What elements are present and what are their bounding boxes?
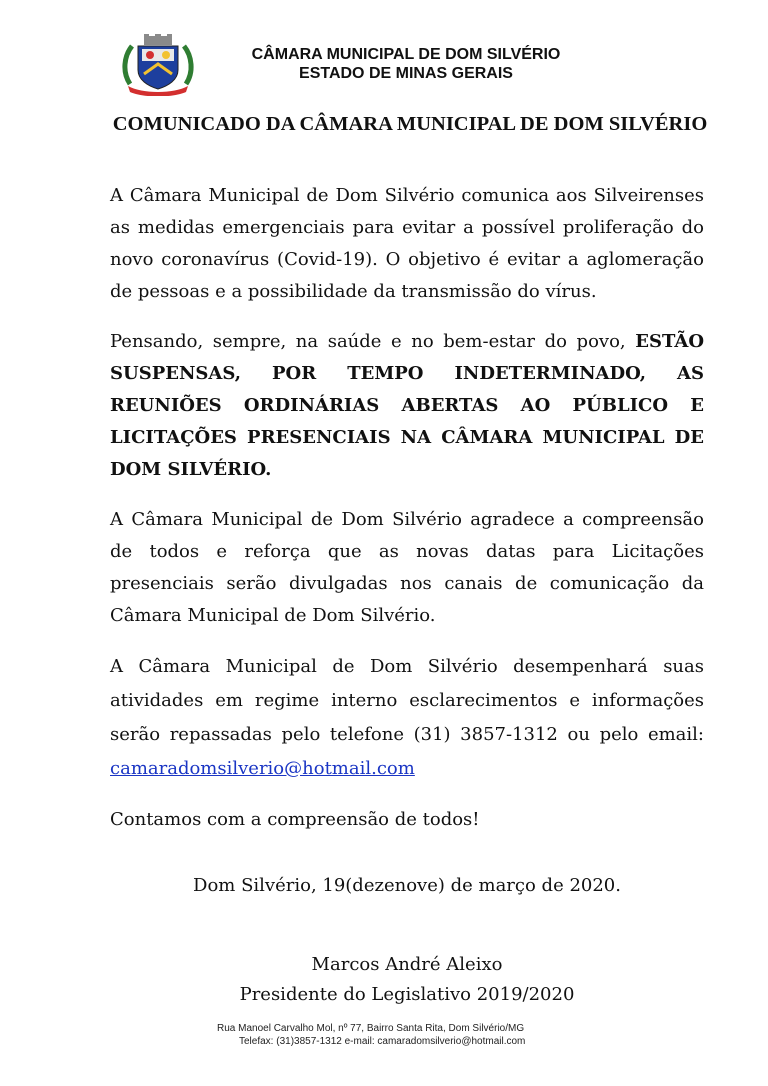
paragraph-contact-text: A Câmara Municipal de Dom Silvério desempenhará suas atividades em regime interno esclarecimentos e informações serão repassadas pelo telefone (31) 3857-1312 ou pelo email: bbox=[110, 656, 704, 745]
footer bbox=[150, 1022, 630, 1048]
institution-name-line2: ESTADO DE MINAS GERAIS bbox=[299, 65, 513, 82]
paragraph-suspension-intro: Pensando, sempre, na saúde e no bem-estar do povo, bbox=[110, 331, 636, 352]
institution-name-line1: CÂMARA MUNICIPAL DE DOM SILVÉRIO bbox=[251, 46, 561, 63]
signature-name: Marcos André Aleixo bbox=[311, 954, 503, 975]
footer-contact: Telefax: (31)3857-1312 e-mail: camaradomsilverio@hotmail.com bbox=[239, 1036, 526, 1047]
institution-name bbox=[196, 45, 616, 83]
paragraph-closing: Contamos com a compreensão de todos! bbox=[110, 809, 480, 830]
document-body bbox=[110, 180, 704, 854]
paragraph-contact bbox=[110, 650, 704, 786]
paragraph-suspension bbox=[110, 326, 704, 486]
signature-block bbox=[110, 950, 704, 1010]
date-line: Dom Silvério, 19(dezenove) de março de 2020. bbox=[193, 875, 621, 896]
letterhead bbox=[0, 0, 768, 100]
document-title: COMUNICADO DA CÂMARA MUNICIPAL DE DOM SILVÉRIO bbox=[112, 113, 708, 135]
municipal-coat-of-arms-icon bbox=[120, 34, 196, 96]
paragraph-suspension-bold: ESTÃO SUSPENSAS, POR TEMPO INDETERMINADO, AS REUNIÕES ORDINÁRIAS ABERTAS AO PÚBLICO E LICITAÇÕES PRESENCIAIS NA CÂMARA MUNICIPAL DE DOM SILVÉRIO. bbox=[110, 331, 704, 480]
signature-role: Presidente do Legislativo 2019/2020 bbox=[239, 984, 575, 1005]
paragraph-announcement: A Câmara Municipal de Dom Silvério comunica aos Silveirenses as medidas emergenciais para evitar a possível proliferação do novo coronavírus (Covid-19). O objetivo é evitar a aglomeração de pessoas e a possibilidade da transmissão do vírus. bbox=[110, 185, 704, 302]
email-link[interactable]: camaradomsilverio@hotmail.com bbox=[110, 758, 415, 779]
paragraph-thanks: A Câmara Municipal de Dom Silvério agradece a compreensão de todos e reforça que as novas datas para Licitações presenciais serão divulgadas nos canais de comunicação da Câmara Municipal de Dom Silvério. bbox=[110, 509, 704, 626]
footer-address: Rua Manoel Carvalho Mol, nº 77, Bairro Santa Rita, Dom Silvério/MG bbox=[217, 1023, 525, 1034]
